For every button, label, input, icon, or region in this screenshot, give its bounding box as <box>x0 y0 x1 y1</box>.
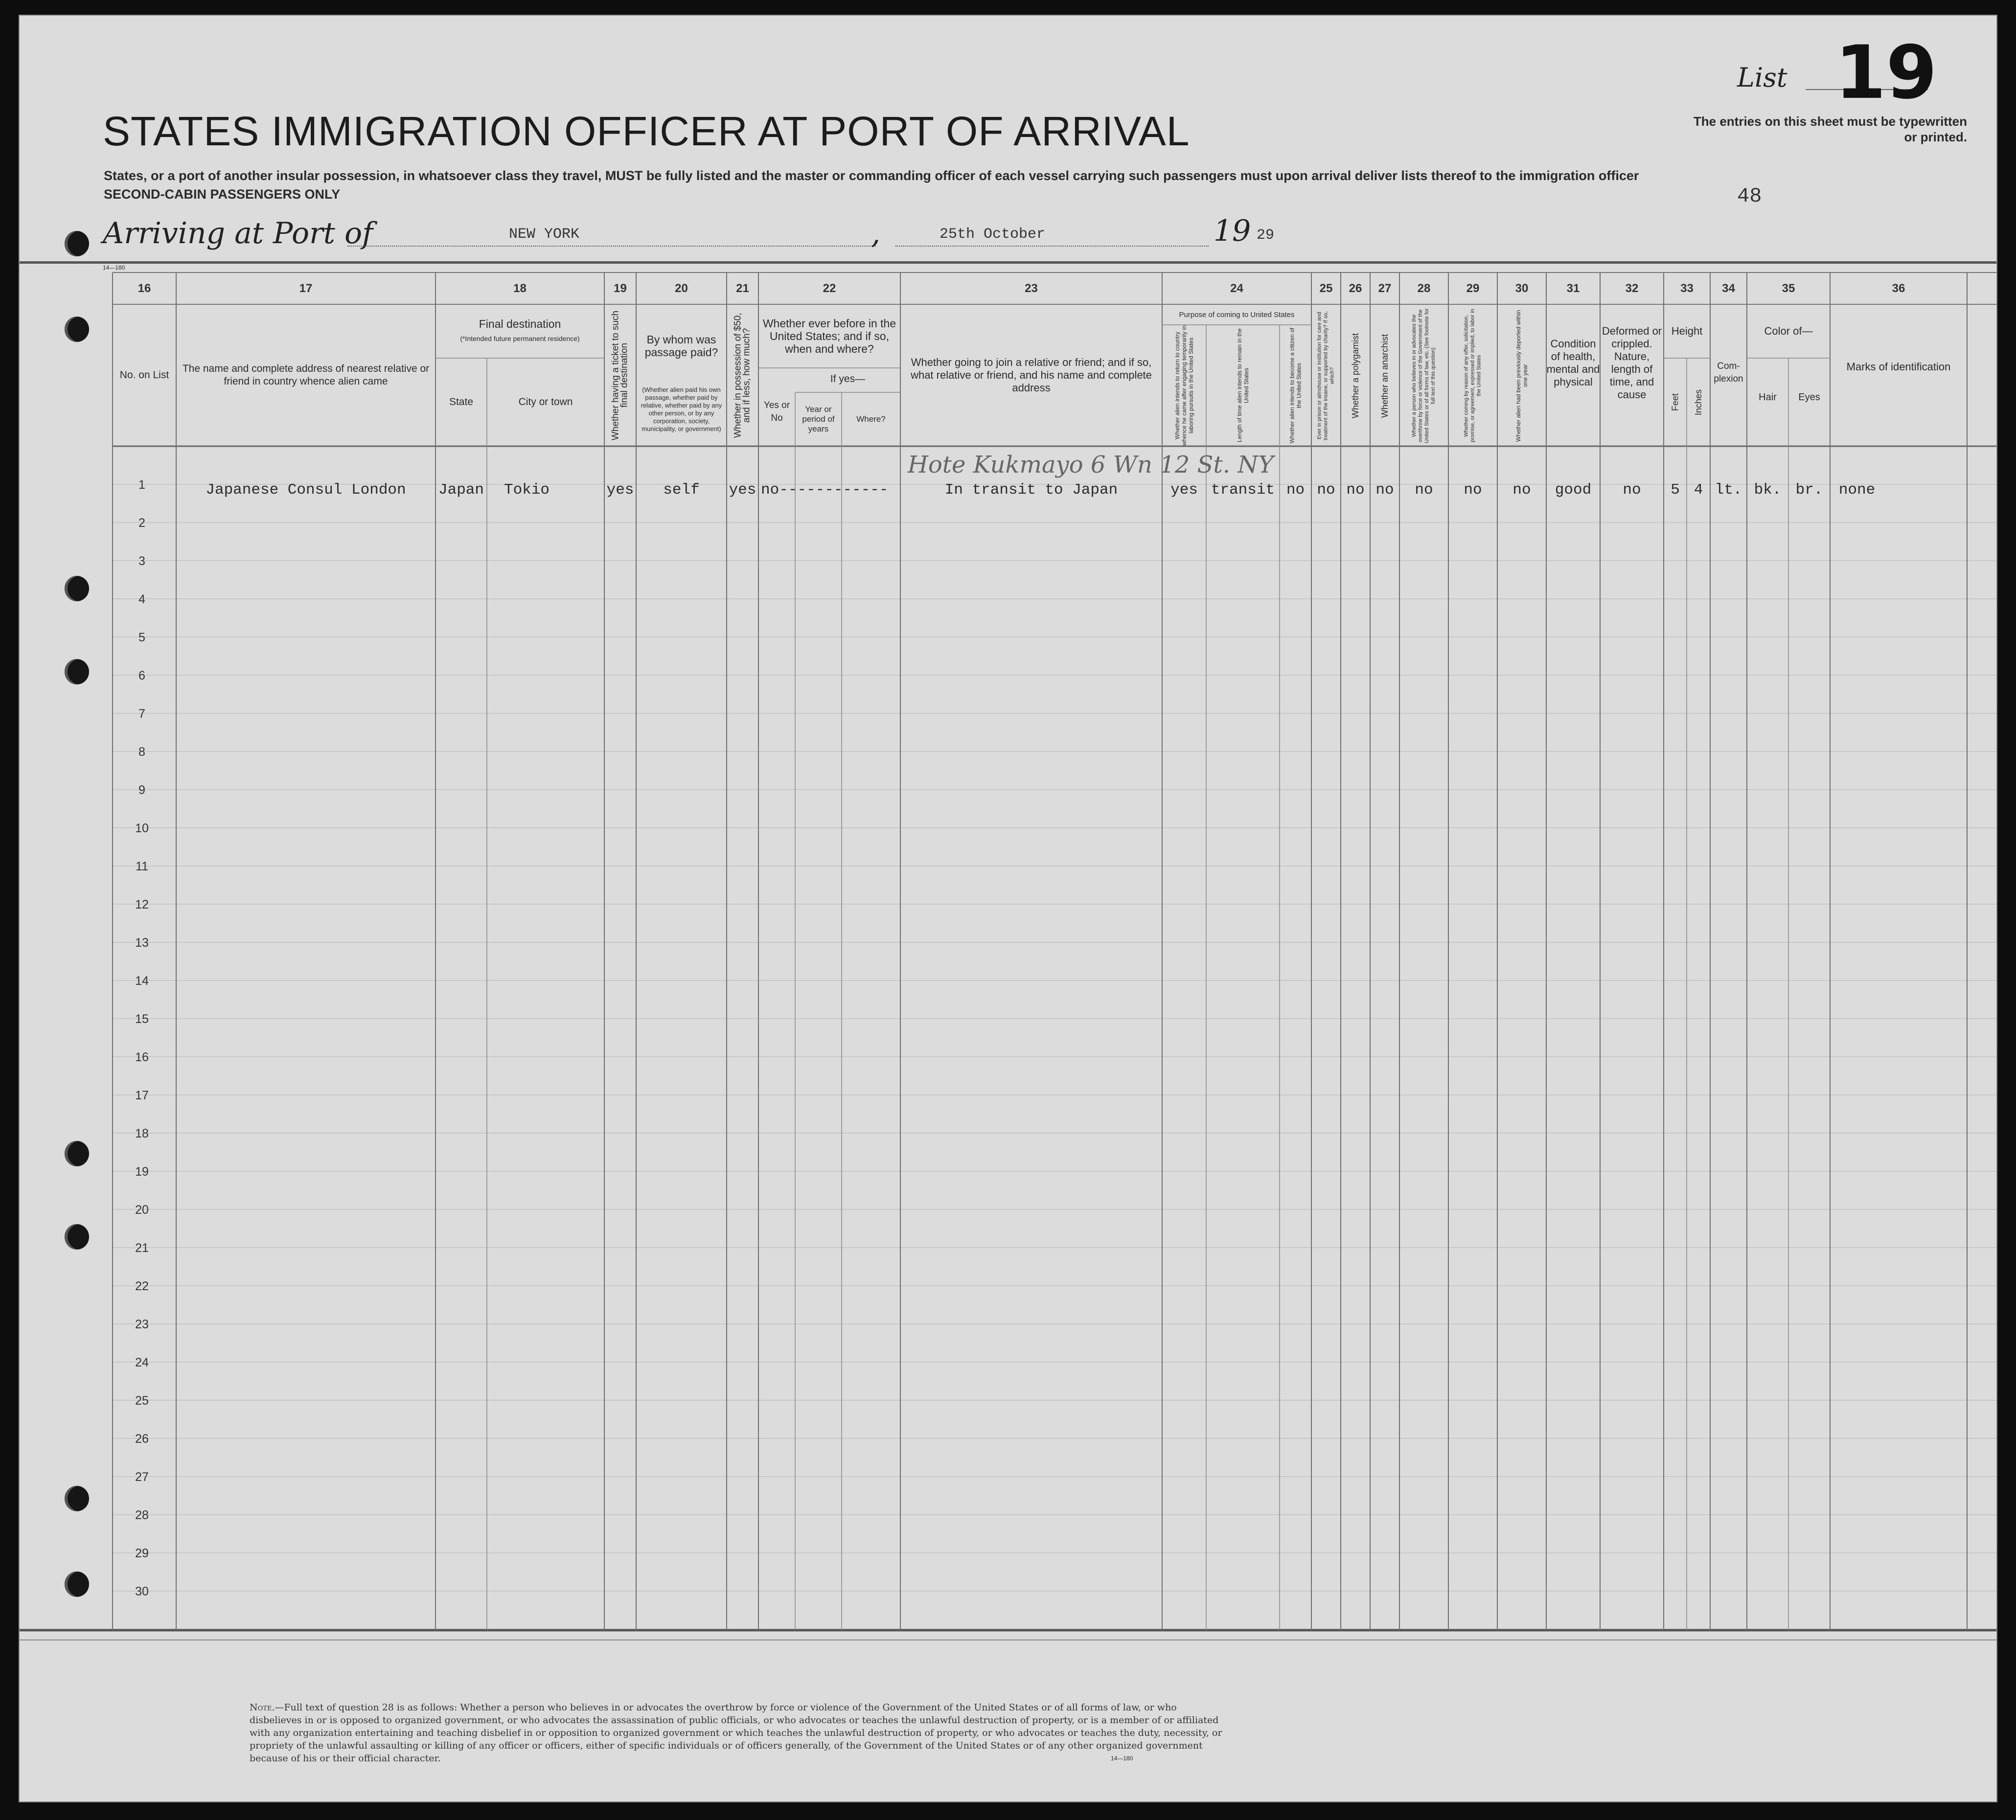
header-deported: Whether alien had been previously deported within one year <box>1515 310 1529 442</box>
year-suffix: 29 <box>1257 227 1275 244</box>
header-health: Condition of health, mental and physical <box>1546 338 1600 388</box>
date-value: 25th October <box>939 226 1046 243</box>
entry-city: Tokio <box>504 481 550 499</box>
entry-paid-by: self <box>663 481 700 499</box>
class-text: SECOND-CABIN PASSENGERS ONLY <box>104 187 341 202</box>
entry-inches: 4 <box>1694 481 1703 499</box>
row-number: 27 <box>135 1470 149 1484</box>
header-final-destination-sub: (*Intended future permanent residence) <box>460 335 580 342</box>
col-number: 30 <box>1515 282 1529 295</box>
header-state: State <box>449 396 474 408</box>
typewritten-note: The entries on this sheet must be typewritten or printed. <box>1693 114 1967 144</box>
col-number: 34 <box>1722 282 1735 295</box>
header-ever-before: Whether ever before in the United States; and if so, when and where? <box>762 317 896 355</box>
header-citizen: Whether alien intends to become a citizen of the United States <box>1288 327 1303 444</box>
header-year: Year or period of years <box>802 405 835 433</box>
form-code: 14—180 <box>103 264 125 271</box>
header-paid-by-sub: (Whether alien paid his own passage, whether paid by relative, whether paid by any other person, or by any corporation, society, municipality, or government) <box>641 386 722 432</box>
header-marks: Marks of identification <box>1846 361 1951 373</box>
row-number: 12 <box>135 898 149 911</box>
col-number: 25 <box>1319 282 1333 295</box>
col-number: 16 <box>137 282 151 295</box>
entry-return: yes <box>1170 481 1198 499</box>
row-number: 23 <box>135 1318 149 1331</box>
entry-feet: 5 <box>1671 481 1680 499</box>
row-number: 25 <box>135 1394 149 1408</box>
row-number: 9 <box>138 783 145 797</box>
header-length: Length of time alien intends to remain in the United States <box>1236 328 1250 443</box>
entry-state: Japan <box>438 481 484 499</box>
row-number: 24 <box>135 1356 149 1369</box>
entry-ticket: yes <box>606 481 634 499</box>
row-number: 13 <box>135 936 149 950</box>
header-offer: Whether coming by reason of any offer, solicitation, promise, or agreement, expressed or implied, to labor in the United States <box>1463 309 1482 443</box>
col-number: 27 <box>1378 282 1392 295</box>
row-number: 22 <box>135 1279 149 1293</box>
header-complexion: Com-plexion <box>1714 361 1743 384</box>
row-number: 10 <box>135 821 149 835</box>
entry-prison: no <box>1317 481 1335 499</box>
entry-ever-before: no------------ <box>761 481 889 499</box>
entry-fifty-dollars: yes <box>729 481 756 499</box>
entry-polygamist: no <box>1346 481 1365 499</box>
arriving-label: Arriving at Port of <box>103 216 373 250</box>
entry-complexion: lt. <box>1715 481 1742 499</box>
header-prison: Ever in prison or almshouse or institution for care and treatment of the insane, or supported by charity? If so, which? <box>1316 311 1335 440</box>
header-polygamist: Whether a polygamist <box>1351 333 1360 419</box>
col-number: 29 <box>1466 282 1480 295</box>
col-number: 18 <box>513 282 527 295</box>
row-number: 30 <box>135 1585 149 1598</box>
header-color-of: Color of— <box>1764 325 1813 337</box>
list-number: 19 <box>1835 30 1937 115</box>
entry-health: good <box>1555 481 1592 499</box>
entry-offer: no <box>1464 481 1482 499</box>
footnote <box>250 1701 1228 1765</box>
entry-marks: none <box>1838 481 1876 499</box>
row-number: 19 <box>135 1165 149 1179</box>
row-number: 6 <box>138 669 145 682</box>
entry-eyes: br. <box>1795 481 1823 499</box>
col-number: 24 <box>1230 282 1243 295</box>
row-number: 15 <box>135 1012 149 1026</box>
row-number: 8 <box>138 745 145 759</box>
col-number: 21 <box>736 282 749 295</box>
entry-relative: Japanese Consul London <box>206 481 406 499</box>
header-if-yes: If yes— <box>830 373 866 385</box>
header-relative-address: The name and complete address of nearest relative or friend in country whence alien came <box>182 363 430 387</box>
col-number: 20 <box>675 282 688 295</box>
footnote-code: 14—180 <box>1111 1755 1133 1762</box>
entry-handwritten-address: Hote Kukmayo 6 Wn 12 St. NY <box>908 451 1274 478</box>
list-label: List <box>1737 62 1787 93</box>
col-number: 22 <box>823 282 836 295</box>
header-eyes: Eyes <box>1798 392 1820 403</box>
row-number: 26 <box>135 1432 149 1446</box>
entry-anarchist: no <box>1375 481 1394 499</box>
col-number: 17 <box>299 282 313 295</box>
col-number: 23 <box>1025 282 1038 295</box>
comma-sep: , <box>871 216 881 250</box>
instruction-text: States, or a port of another insular possession, in whatsoever class they travel, MUST be fully listed and the master or commanding officer of each vessel carrying such passengers must upon arrival deliver lists thereof to the immigration officer <box>104 168 1639 183</box>
row-number: 18 <box>135 1127 149 1140</box>
port-value: NEW YORK <box>509 226 580 243</box>
row-number: 7 <box>138 707 145 721</box>
header-height: Height <box>1671 325 1703 337</box>
header-overthrow: Whether a person who believes in or advocates the overthrow by force or violence of the Government of the United States or of all forms of law, etc. (See footnote for full text of this question) <box>1411 308 1436 443</box>
row-number: 2 <box>138 516 145 530</box>
row-number: 29 <box>135 1547 149 1560</box>
entry-hair: bk. <box>1754 481 1782 499</box>
col-number: 28 <box>1417 282 1431 295</box>
header-city: City or town <box>518 396 573 408</box>
row-number: 20 <box>135 1203 149 1217</box>
entry-citizen: no <box>1286 481 1305 499</box>
row-number: 1 <box>138 478 145 492</box>
row-number: 4 <box>138 592 145 606</box>
footnote-label: Note. <box>250 1702 275 1713</box>
entry-joining: In transit to Japan <box>944 481 1118 499</box>
entry-deformed: no <box>1623 481 1641 499</box>
header-joining: Whether going to join a relative or friend; and if so, what relative or friend, and his name and complete address <box>911 356 1152 394</box>
header-where: Where? <box>856 414 886 424</box>
header-no-on-list: No. on List <box>119 369 169 381</box>
entry-overthrow: no <box>1415 481 1433 499</box>
year-prefix: 19 <box>1214 214 1251 248</box>
header-purpose: Purpose of coming to United States <box>1179 311 1295 319</box>
header-deformed: Deformed or crippled. Nature, length of time, and cause <box>1602 325 1662 401</box>
sheet-number: 48 <box>1737 184 1762 208</box>
col-number: 35 <box>1782 282 1795 295</box>
row-number: 5 <box>138 631 145 644</box>
entry-deported: no <box>1512 481 1531 499</box>
row-number: 21 <box>135 1241 149 1255</box>
col-number: 26 <box>1349 282 1362 295</box>
row-number: 3 <box>138 554 145 568</box>
header-hair: Hair <box>1759 392 1777 403</box>
row-number: 11 <box>136 860 148 873</box>
footnote-text: —Full text of question 28 is as follows: Whether a person who believes in or advocates the overthrow by force or violence of the Government of the United States or of all forms of law, or who disbelieves in or is opposed to organized government, or who advocates the assassination of public officials, or who advocates or teaches the unlawful destruction of property, or is a member of or affiliated with any organization entertaining and teaching disbelief in or opposition to organized government or which teaches the unlawful destruction of property, or who advocates or teaches the duty, necessity, or propriety of the unlawful assaulting or killing of any officer or officers, either of specific individuals or of officers generally, of the Government of the United States or of any other organized government because of his or their official character. <box>250 1702 1222 1764</box>
col-number: 33 <box>1680 282 1694 295</box>
row-number: 17 <box>135 1089 149 1102</box>
row-number: 14 <box>135 974 149 988</box>
col-number: 31 <box>1566 282 1580 295</box>
header-final-destination: Final destination <box>479 318 561 330</box>
header-anarchist: Whether an anarchist <box>1380 334 1390 418</box>
manifest-sheet <box>19 15 1997 1802</box>
row-number: 16 <box>135 1050 149 1064</box>
entry-length: transit <box>1211 481 1275 499</box>
header-return: Whether alien intends to return to country whence he came after engaging temporarily in laboring pursuits in the United States <box>1174 325 1194 446</box>
header-paid-by: By whom was passage paid? <box>644 333 718 359</box>
header-ticket: Whether having a ticket to such final destination <box>610 310 630 440</box>
header-feet: Feet <box>1670 393 1680 411</box>
page-title: STATES IMMIGRATION OFFICER AT PORT OF ARRIVAL <box>103 108 1190 154</box>
col-number: 32 <box>1625 282 1639 295</box>
row-number: 28 <box>135 1508 149 1522</box>
col-number: 36 <box>1892 282 1905 295</box>
col-number: 19 <box>614 282 627 295</box>
header-yes-no: Yes or No <box>763 400 790 423</box>
header-fifty-dollars: Whether in possession of $50, and if less, how much? <box>733 313 752 438</box>
header-inches: Inches <box>1694 389 1703 415</box>
